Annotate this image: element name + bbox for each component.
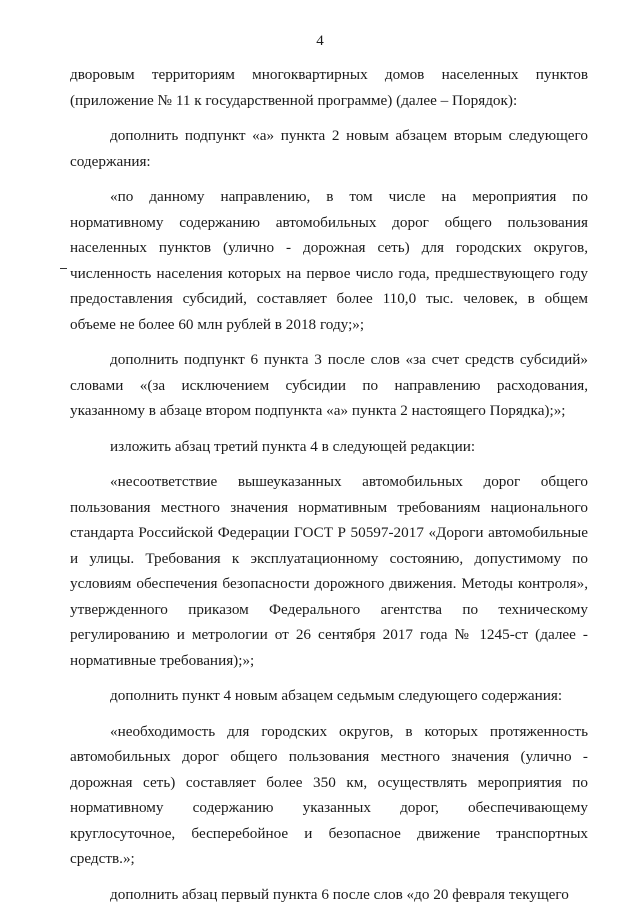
margin-mark [60,268,67,269]
paragraph: дополнить пункт 4 новым абзацем седьмым следующего содержания: [110,687,563,704]
paragraph: дополнить подпункт 6 пункта 3 после слов «за счет средств субсидий» словами «(за исключением субсидии по направлению расходования, указанному в абзаце втором подпункта «а» пункта 2 настоящего Порядка);»; [70,351,588,419]
page-number: 4 [316,33,324,49]
paragraph: изложить абзац третий пункта 4 в следующей редакции: [110,437,476,455]
paragraph: дополнить абзац первый пункта 6 после слов «до 20 февраля текущего [110,885,569,903]
paragraph: «несоответствие вышеуказанных автомобильных дорог общего пользования местного значения нормативным требованиям национального стандарта Российской Федерации ГОСТ Р 50597-2017 «Дороги автомобильные и улицы. Требования к эксплуатационному состоянию, допустимому по условиям обеспечения безопасности дорожного движения. Методы контроля», утвержденного приказом Федерального агентства по техническому регулированию и метрологии от 26 сентября 2017 года № 1245-ст (далее - нормативные требования);»; [70,473,588,669]
paragraph: «по данному направлению, в том числе на мероприятия по нормативному содержанию автомобильных дорог общего пользования населенных пунктов (улично - дорожная сеть) для городских округов, численность населения которых на первое число года, предшествующего году предоставления субсидий, составляет более 110,0 тыс. человек, в общем объеме не более 60 млн рублей в 2018 году;»; [70,188,588,333]
paragraph: «необходимость для городских округов, в которых протяженность автомобильных дорог общего пользования местного значения (улично - дорожная сеть) составляет более 350 км, осуществлять мероприятия по нормативному содержанию указанных дорог, обеспечивающему круглосуточное, бесперебойное и безопасное движение транспортных средств.»; [70,722,588,867]
paragraph-continuation: дворовым территориям многоквартирных домов населенных пунктов (приложение № 11 к государственной программе) (далее – Порядок): [70,66,588,109]
paragraph: дополнить подпункт «а» пункта 2 новым абзацем вторым следующего содержания: [70,127,588,170]
document-body [70,62,588,917]
